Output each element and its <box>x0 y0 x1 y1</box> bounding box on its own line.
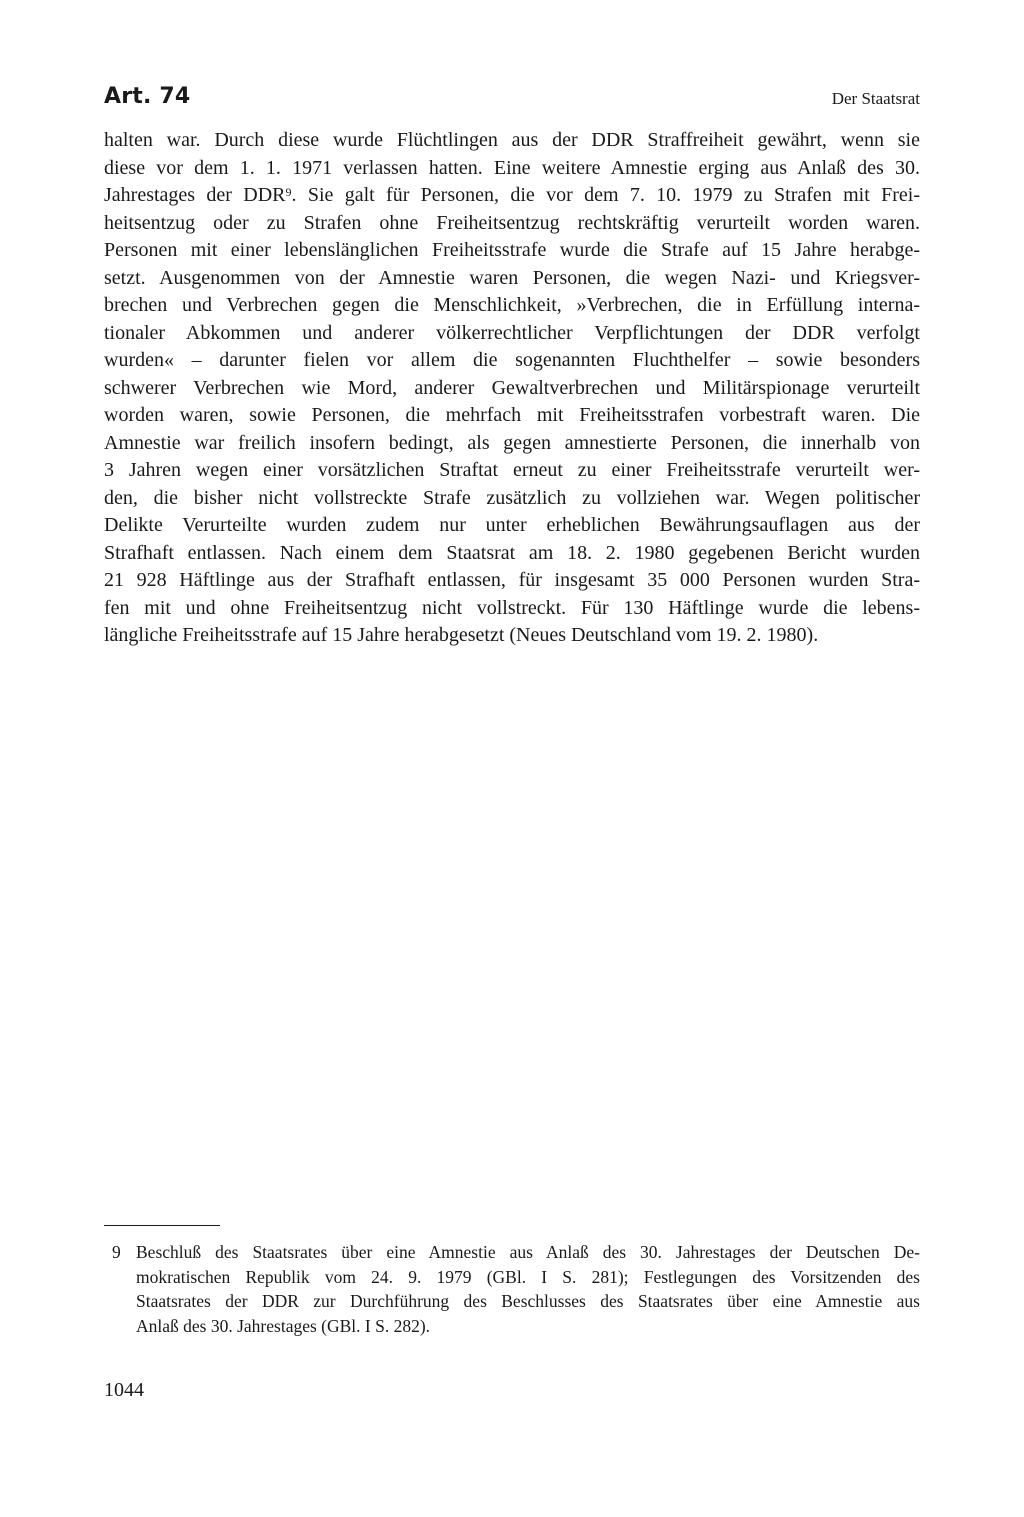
section-running-head: Der Staatsrat <box>831 89 920 108</box>
text-line: brechen und Verbrechen gegen die Menschlichkeit, »Verbrechen, die in Erfüllung interna- <box>104 294 920 316</box>
text-line: Delikte Verurteilte wurden zudem nur unter erheblichen Bewährungsauflagen aus der <box>104 514 920 536</box>
footnote-reference: 9 <box>285 185 292 199</box>
footnote-line: Beschluß des Staatsrates über eine Amnestie aus Anlaß des 30. Jahrestages der Deutschen De- <box>136 1242 920 1262</box>
text-line: fen mit und ohne Freiheitsentzug nicht vollstreckt. Für 130 Häftlinge wurde die lebens- <box>104 596 920 619</box>
footnote-number: 9 <box>112 1242 121 1262</box>
text-line: längliche Freiheitsstrafe auf 15 Jahre herabgesetzt (Neues Deutschland vom 19. 2. 1980). <box>104 624 819 646</box>
text-segment: . Sie galt für Personen, die vor dem 7. 10. 1979 zu Strafen mit Frei- <box>291 184 920 206</box>
text-line: diese vor dem 1. 1. 1971 verlassen hatten. Eine weitere Amnestie erging aus Anlaß des 30. <box>104 156 920 179</box>
page-number: 1044 <box>104 1379 144 1401</box>
text-line: Personen mit einer lebenslänglichen Freiheitsstrafe wurde die Strafe auf 15 Jahre herabge- <box>104 239 920 261</box>
text-line: 21 928 Häftlinge aus der Strafhaft entlassen, für insgesamt 35 000 Personen wurden Stra- <box>104 569 920 591</box>
text-line: 3 Jahren wegen einer vorsätzlichen Straftat erneut zu einer Freiheitsstrafe verurteilt wer- <box>104 459 920 481</box>
footnote-line: Anlaß des 30. Jahrestages (GBl. I S. 282). <box>136 1315 431 1336</box>
footnote-separator <box>104 1225 220 1226</box>
text-line: halten war. Durch diese wurde Flüchtlingen aus der DDR Straffreiheit gewährt, wenn sie <box>104 129 920 151</box>
text-segment: Jahrestages der DDR <box>104 184 286 206</box>
text-line: Amnestie war freilich insofern bedingt, als gegen amnestierte Personen, die innerhalb von <box>104 431 920 454</box>
footnote-line: Staatsrates der DDR zur Durchführung des Beschlusses des Staatsrates über eine Amnestie aus <box>136 1291 920 1311</box>
body-paragraph <box>104 127 920 650</box>
text-line: tionaler Abkommen und anderer völkerrechtlicher Verpflichtungen der DDR verfolgt <box>104 321 920 344</box>
footnote-text <box>136 1240 920 1338</box>
text-line: Strafhaft entlassen. Nach einem dem Staatsrat am 18. 2. 1980 gegebenen Bericht wurden <box>104 541 920 564</box>
text-line: worden waren, sowie Personen, die mehrfach mit Freiheitsstrafen vorbestraft waren. Die <box>104 404 920 426</box>
text-line <box>104 182 920 210</box>
footnote-line: mokratischen Republik vom 24. 9. 1979 (GBl. I S. 281); Festlegungen des Vorsitzenden des <box>136 1266 920 1287</box>
text-line: heitsentzug oder zu Strafen ohne Freiheitsentzug rechtskräftig verurteilt worden waren. <box>104 211 920 234</box>
text-line: schwerer Verbrechen wie Mord, anderer Gewaltverbrechen und Militärspionage verurteilt <box>104 376 920 399</box>
text-line: setzt. Ausgenommen von der Amnestie waren Personen, die wegen Nazi- und Kriegsver- <box>104 266 920 289</box>
article-heading: Art. 74 <box>104 84 191 109</box>
text-line: wurden« – darunter fielen vor allem die sogenannten Fluchthelfer – sowie besonders <box>104 349 920 371</box>
text-line: den, die bisher nicht vollstreckte Strafe zusätzlich zu vollziehen war. Wegen politischer <box>104 486 920 509</box>
